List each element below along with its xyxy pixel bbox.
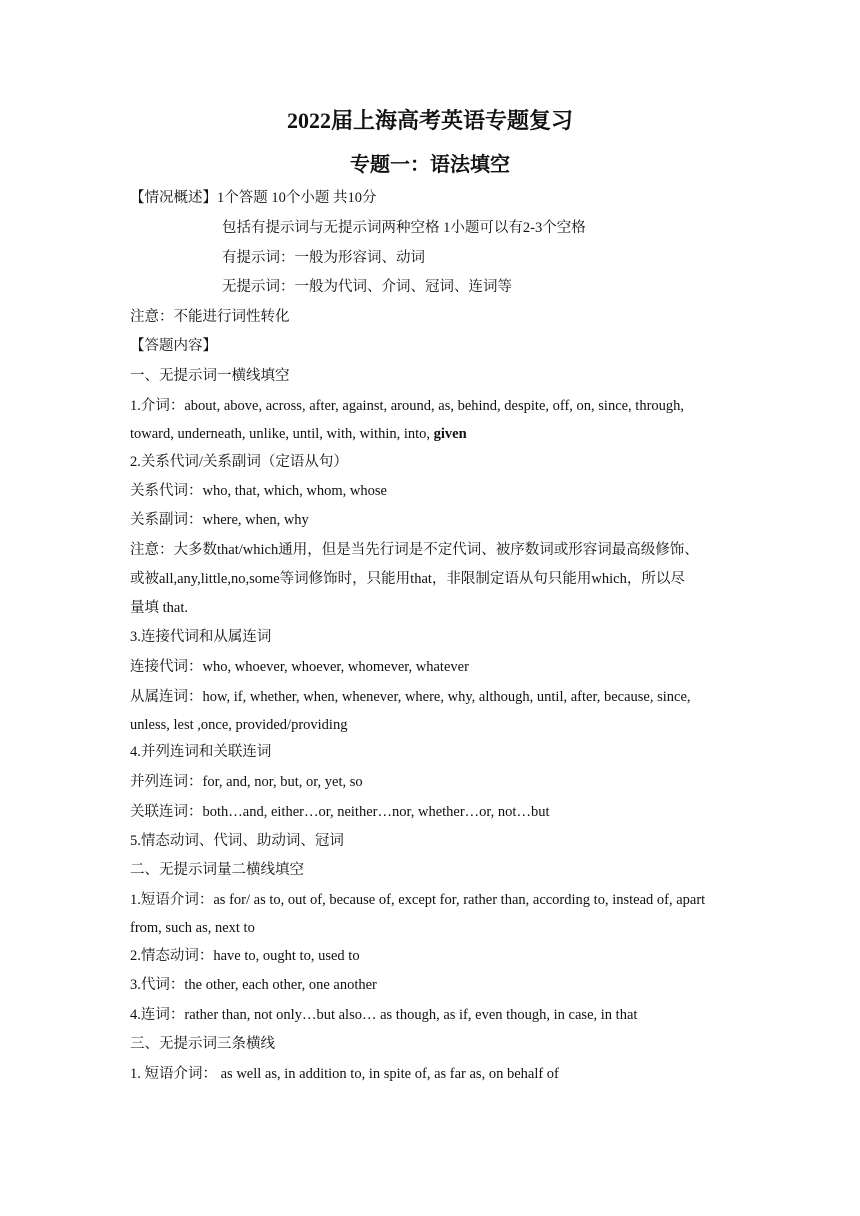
section-heading: 二、无提示词量二横线填空 — [130, 862, 304, 878]
content-line: 1.短语介词：as for/ as to, out of, because of, except for, rather than, according to, instead of, apart — [130, 892, 706, 908]
content-line: 从属连词：how, if, whether, when, whenever, where, why, although, until, after, because, since, — [130, 689, 691, 705]
content-line: 关系副词：where, when, why — [130, 512, 309, 528]
overview-line: 【情况概述】1个答题 10个小题 共10分 — [130, 190, 377, 206]
content-line: 1.介词：about, above, across, after, against, around, as, behind, despite, off, on, since, through, — [130, 398, 685, 414]
content-line: unless, lest ,once, provided/providing — [130, 717, 348, 733]
content-line: 2.关系代词/关系副词（定语从句） — [130, 454, 348, 470]
section-header: 【答题内容】 — [130, 338, 217, 354]
content-line: 注意：大多数that/which通用，但是当先行词是不定代词、被序数词或形容词最高级修饰、 — [130, 542, 699, 558]
content-line: 3.代词：the other, each other, one another — [130, 977, 377, 993]
content-line: 4.并列连词和关联连词 — [130, 744, 272, 760]
section-heading: 三、无提示词三条横线 — [130, 1036, 275, 1052]
content-line: 关系代词：who, that, which, whom, whose — [130, 483, 387, 499]
content-line: toward, underneath, unlike, until, with, within, into, given — [130, 426, 467, 442]
overview-detail: 有提示词：一般为形容词、动词 — [222, 250, 425, 266]
document-subtitle: 专题一：语法填空 — [350, 154, 510, 176]
content-line: 2.情态动词：have to, ought to, used to — [130, 948, 360, 964]
overview-detail: 无提示词：一般为代词、介词、冠词、连词等 — [222, 279, 512, 295]
bold-word: given — [433, 426, 467, 442]
content-line: 4.连词：rather than, not only…but also… as though, as if, even though, in case, in that — [130, 1007, 638, 1023]
content-line: 关联连词：both…and, either…or, neither…nor, whether…or, not…but — [130, 804, 550, 820]
overview-detail: 包括有提示词与无提示词两种空格 1小题可以有2-3个空格 — [222, 220, 586, 236]
content-line: 连接代词：who, whoever, whoever, whomever, whatever — [130, 659, 469, 675]
section-heading: 一、无提示词一横线填空 — [130, 368, 290, 384]
note-line: 注意：不能进行词性转化 — [130, 309, 290, 325]
content-line: 或被all,any,little,no,some等词修饰时，只能用that，非限制定语从句只能用which，所以尽 — [130, 571, 685, 587]
content-line: 1. 短语介词： as well as, in addition to, in spite of, as far as, on behalf of — [130, 1066, 559, 1082]
document-title: 2022届上海高考英语专题复习 — [286, 108, 573, 133]
content-line: 量填 that. — [130, 600, 188, 616]
content-line: 3.连接代词和从属连词 — [130, 629, 272, 645]
content-line: 并列连词：for, and, nor, but, or, yet, so — [130, 774, 363, 790]
content-line: from, such as, next to — [130, 920, 255, 936]
content-line: 5.情态动词、代词、助动词、冠词 — [130, 833, 344, 849]
